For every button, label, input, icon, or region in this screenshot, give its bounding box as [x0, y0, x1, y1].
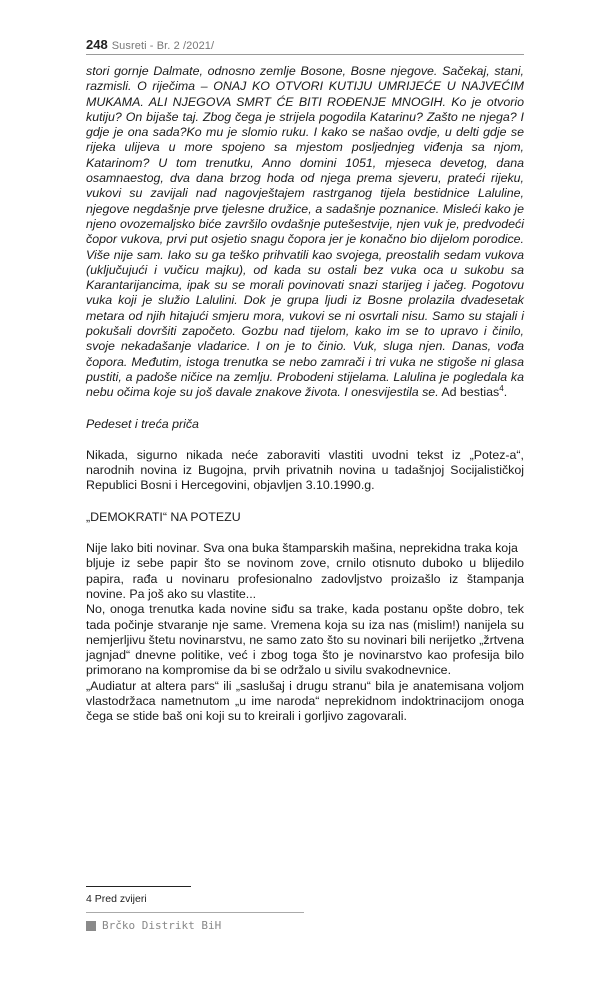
footer-divider — [86, 912, 304, 913]
footer-text: Brčko Distrikt BiH — [102, 919, 222, 932]
paragraph-5: „Audiatur at altera pars“ ili „saslušaj i drugu stranu“ bila je anatemisana voljom vlastodržaca nametnutom „u ime naroda“ neprekidnom indoktrinacijom onoga čega se stide baš oni koji su to kreirali i gorljivo zagovarali. — [86, 678, 524, 724]
square-icon — [86, 921, 96, 931]
footnote-divider — [86, 886, 191, 887]
paragraph-1-end: . — [503, 385, 508, 400]
main-text — [86, 64, 524, 725]
paragraph-4: No, onoga trenutka kada novine siđu sa trake, kada postanu opšte dobro, tek tada počinje stvaranje nje same. Vremena koja su iza nas (mislim!) nanijela su nemjerljivu štetu novinarstvu, ne samo zato što su novinari bili nerijetko „žrtvena jagnjad“ dnevne politike, već i zbog toga što je novinarstvo kao profesija bilo primorano na kompromise da bi se održalo u sivilu svakodnevnice. — [86, 602, 525, 678]
paragraph-2: Nikada, sigurno nikada neće zaboraviti vlastiti uvodni tekst iz „Potez-a“, narodnih novina iz Bugojna, prvih privatnih novina u tadašnjoj Socijalističkoj Republici Bosni i Hercegovini, objavljen 3.10.1990.g. — [86, 447, 524, 493]
footnote-ref: 4 — [499, 384, 504, 394]
page-footer — [86, 919, 221, 932]
page-header — [86, 37, 524, 55]
story-subtitle: Pedeset i treća priča — [86, 416, 199, 431]
paragraph-3: bljuje iz sebe papir što se novinom zove, crnilo otisnuto duboko u blijedilo papira, rađa u novinaru profesionalno zadovljstvo proizašlo iz štampanja novine. Pa još ako su vlastite... — [86, 556, 524, 601]
paragraph-3-line1: Nije lako biti novinar. Sva ona buka štamparskih mašina, neprekidna traka koja — [86, 541, 518, 556]
paragraph-1-tail: Ad bestias — [438, 385, 500, 400]
paragraph-1 — [86, 64, 524, 401]
journal-title: Susreti - Br. 2 /2021/ — [111, 40, 215, 52]
page-number: 248 — [86, 37, 108, 52]
footnote: 4 Pred zvijeri — [86, 893, 147, 905]
paragraph-1-italic: stori gornje Dalmate, odnosno zemlje Bosone, Bosne njegove. Sačekaj, stani, razmisli. O riječima – ONAJ KO OTVORI KUTIJU UMRIJEĆE U NAJVEĆIM MUKAMA. ALI NJEGOVA SMRT ĆE BITI ROĐENJE MNOGIH. Ko je otvorio kutiju? On bijaše taj. Zbog čega je strijela pogodila Katarinu? Zašto ne njega? I gdje je ona sada?Ko mu je slomio ruku. I kako se našao ovdje, u delti gdje se rijeka ulijeva u more spojeno sa mjestom posljednjeg viđenja sa njom, Katarinom? U tom trenutku, Anno domini 1051, mjeseca devetog, dana osamnaestog, dva dana brzog hoda od njega prema sjeveru, prateći rijeku, vukovi su zavijali nad nagovještajem rastrganog tijela bestidnice Laluline, njegove negdašnje prve tjelesne družice, a sadašnje poznanice. Misleći kako je njeno ovozemaljsko biće završilo ovdašnje putešestvije, njen vuk je, predvodeći čopor vukova, prvi put osjetio snagu čopora jer je konačno bio dijelom porodice. Više nije sam. Iako su ga teško prihvatili kao svojega, preostalih sedam vukova (uključujući i vučicu majku), od kada su ostali bez vuka oca u sukobu sa Karantarijancima, ipak su se morali povinovati snazi starijeg i jačeg. Pogotovu vuka koji je služio Lalulini. Dok je grupa ljudi iz Bosne prolazila dvadesetak metara od njih hitajući smjeru mora, vukovi se ni osvrtali nisu. Samo su stajali i pokušali dovršiti započeto. Gozbu nad tijelom, kako im se to upravo i činilo, svoje nekadašanje vladarice. I on je to činio. Vuk, sluga njen. Danas, vođa čopora. Međutim, istoga trenutka se nebo zamrači i tri vuka ne stigoše ni glasa pustiti, a padoše ničice na zemlju. Probodeni stijelama. Lalulina je pogledala ka nebu očima koje su još davale znakove života. I onesvijestila se. — [86, 64, 524, 400]
section-title: „DEMOKRATI“ NA POTEZU — [86, 509, 241, 524]
